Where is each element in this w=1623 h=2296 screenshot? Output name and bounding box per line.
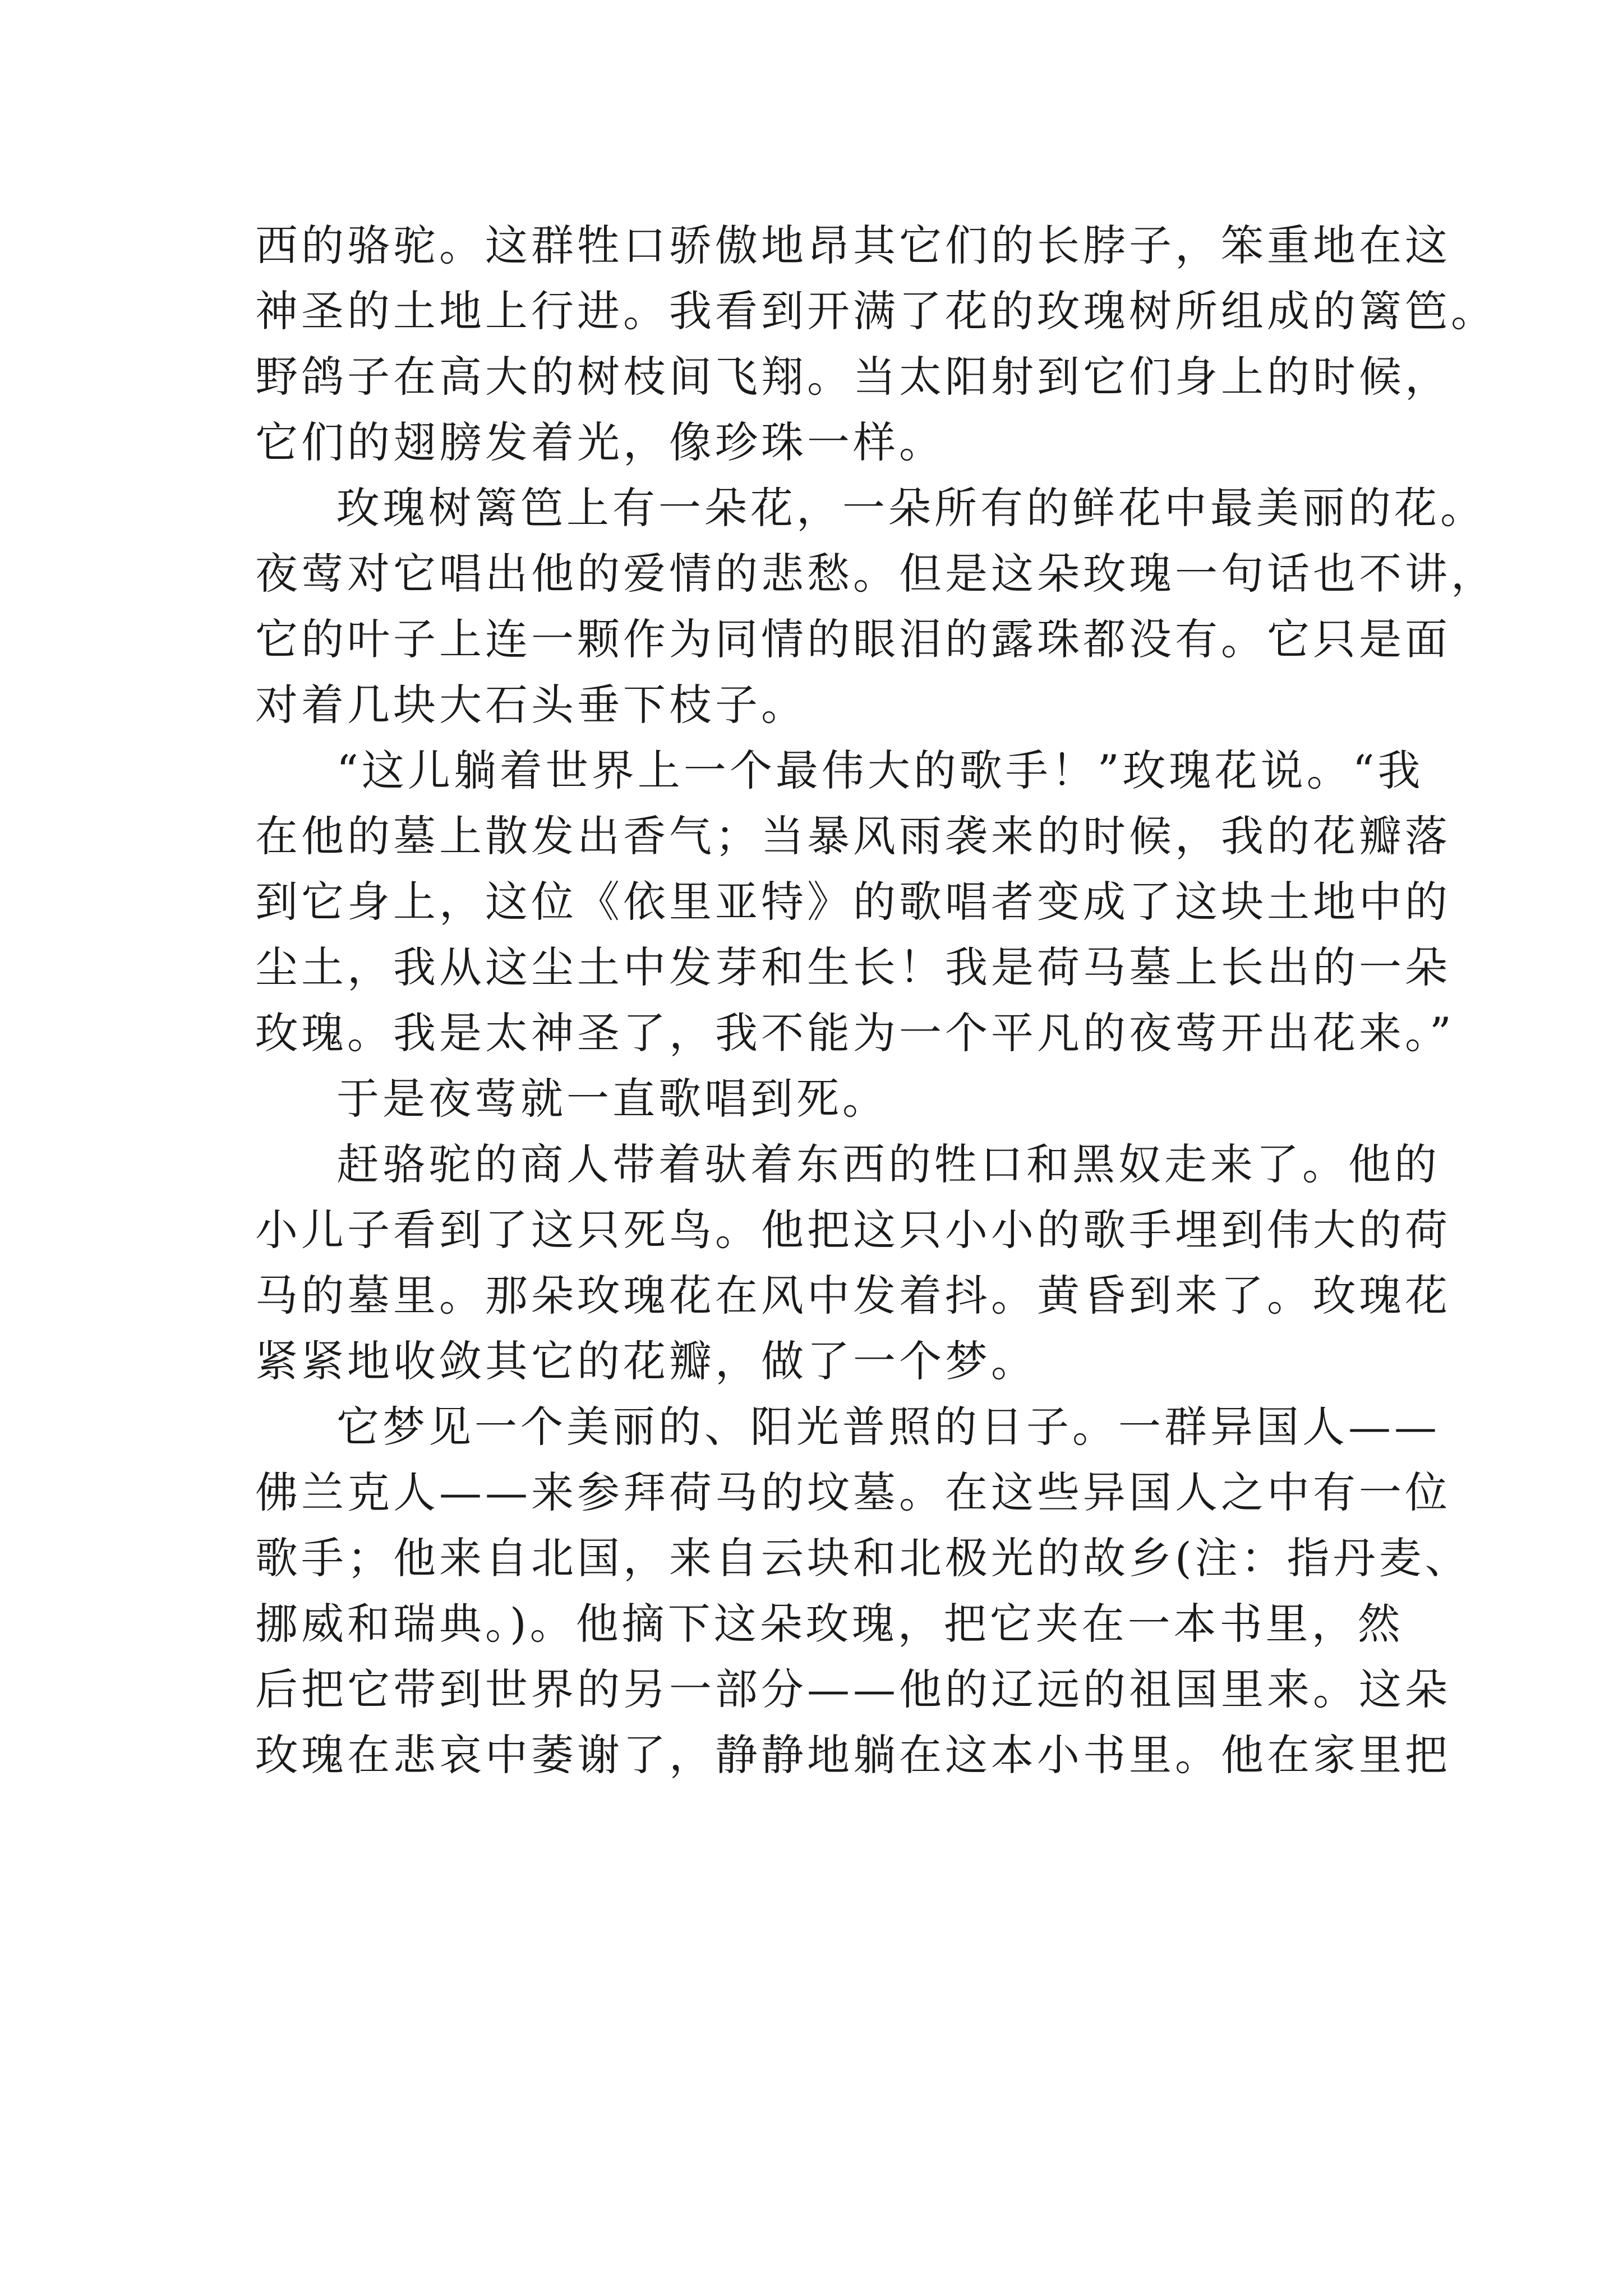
text-line: 挪威和瑞典。)。他摘下这朵玫瑰，把它夹在一本书里，然 [255,1599,1404,1649]
text-line: 马的墓里。那朵玫瑰花在风中发着抖。黄昏到来了。玫瑰花 [255,1271,1451,1320]
text-line: 玫瑰。我是太神圣了，我不能为一个平凡的夜莺开出花来。” [255,1008,1455,1058]
text-line: 小儿子看到了这只死鸟。他把这只小小的歌手埋到伟大的荷 [255,1205,1451,1255]
text-line: 西的骆驼。这群牲口骄傲地昂其它们的长脖子，笨重地在这 [255,220,1451,270]
text-line: 佛兰克人——来参拜荷马的坟墓。在这些异国人之中有一位 [255,1467,1451,1517]
text-line: 它的叶子上连一颗作为同情的眼泪的露珠都没有。它只是面 [255,614,1451,664]
text-line: 在他的墓上散发出香气；当暴风雨袭来的时候，我的花瓣落 [255,811,1451,861]
text-line: 尘土，我从这尘土中发芽和生长！我是荷马墓上长出的一朵 [255,942,1451,992]
paragraph-first-line: 它梦见一个美丽的、阳光普照的日子。一群异国人—— [336,1402,1440,1452]
paragraph-first-line: 赶骆驼的商人带着驮着东西的牲口和黑奴走来了。他的 [336,1139,1440,1189]
paragraph-first-line: 玫瑰树篱笆上有一朵花，一朵所有的鲜花中最美丽的花。 [336,483,1486,533]
text-line: 神圣的土地上行进。我看到开满了花的玫瑰树所组成的篱笆。 [255,286,1497,336]
text-line: 歌手；他来自北国，来自云块和北极光的故乡(注：指丹麦、 [255,1533,1471,1583]
paragraph-first-line: “这儿躺着世界上一个最伟大的歌手！”玫瑰花说。“我 [336,746,1424,795]
text-line: 它们的翅膀发着光，像珍珠一样。 [255,417,945,467]
text-line: 玫瑰在悲哀中萎谢了，静静地躺在这本小书里。他在家里把 [255,1730,1451,1780]
text-line: 夜莺对它唱出他的爱情的悲愁。但是这朵玫瑰一句话也不讲， [255,549,1497,599]
text-line: 后把它带到世界的另一部分——他的辽远的祖国里来。这朵 [255,1664,1451,1714]
text-line: 紧紧地收敛其它的花瓣，做了一个梦。 [255,1336,1037,1386]
paragraph-first-line: 于是夜莺就一直歌唱到死。 [336,1074,888,1124]
text-line: 到它身上，这位《依里亚特》的歌唱者变成了这块土地中的 [255,877,1451,927]
text-line: 对着几块大石头垂下枝子。 [255,680,807,730]
text-line: 野鸽子在高大的树枝间飞翔。当太阳射到它们身上的时候， [255,352,1451,402]
